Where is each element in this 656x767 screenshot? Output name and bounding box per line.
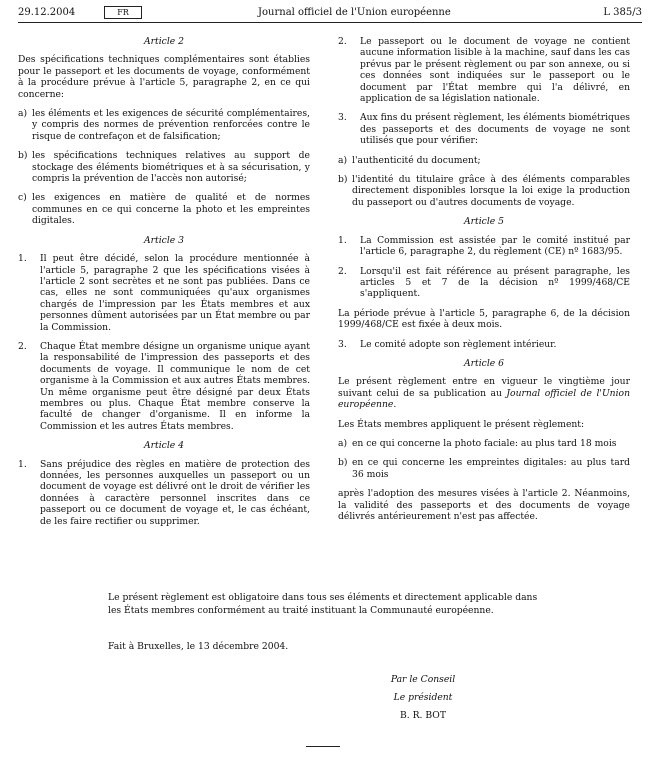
list-item bbox=[338, 174, 630, 208]
entry-period: . bbox=[393, 399, 397, 411]
article-6-title: Article 6 bbox=[464, 357, 504, 369]
article-6-application: Les États membres appliquent le présent règlement: bbox=[338, 418, 585, 430]
paragraph-text: Chaque État membre désigne un organisme unique ayant la responsabilité de l'impression des passeports et des documents de voyage. Il communique le nom de cet organisme à la Commission et aux autres États membres. Un même organisme peut être désigné par deux États membres ou plus. Chaque État membre conserve la faculté de changer d'organisme. Il en informe la Commission et les autres États membres. bbox=[40, 340, 310, 432]
header-rule bbox=[18, 22, 642, 23]
article-2-intro: Des spécifications techniques complémentaires sont établies pour le passeport et les documents de voyage, conformément à la procédure prévue à l'article 5, paragraphe 2, en ce qui concerne: bbox=[18, 54, 310, 100]
article-6-adoption: après l'adoption des mesures visées à l'article 2. Néanmoins, la validité des passeports et des documents de voyage délivrés antérieurement n'est pas affectée. bbox=[338, 488, 630, 522]
paragraph bbox=[338, 36, 630, 104]
paragraph bbox=[338, 339, 630, 350]
item-text: les exigences en matière de qualité et de normes communes en ce qui concerne la photo et les empreintes digitales. bbox=[32, 192, 310, 227]
list-item bbox=[18, 150, 310, 184]
article-3-title: Article 3 bbox=[144, 234, 184, 246]
signature-block bbox=[368, 671, 478, 725]
article-2-title: Article 2 bbox=[144, 36, 184, 47]
paragraph-text: Le comité adopte son règlement intérieur. bbox=[360, 338, 557, 350]
paragraph-number: 1. bbox=[18, 458, 27, 470]
paragraph-number: 3. bbox=[338, 112, 347, 124]
paragraph-number: 2. bbox=[338, 36, 347, 47]
language-badge: FR bbox=[104, 6, 142, 19]
paragraph-text: La Commission est assistée par le comité institué par l'article 6, paragraphe 2, du règlement (CE) nº 1683/95. bbox=[360, 234, 630, 258]
item-label: b) bbox=[18, 150, 28, 162]
article-4-title: Article 4 bbox=[144, 440, 184, 452]
paragraph-number: 2. bbox=[338, 265, 347, 277]
paragraph-text: Le passeport ou le document de voyage ne contient aucune information lisible à la machine, sauf dans les cas prévus par le présent règlement ou par son annexe, ou si ces données sont indiquées sur le passeport ou le document par l'État membre qui l'a délivré, en application de sa législation nationale. bbox=[360, 36, 630, 105]
journal-reference: Journal officiel de l'Union européenne bbox=[338, 387, 630, 411]
signature-council: Par le Conseil bbox=[390, 674, 456, 685]
signatory-name: B. R. BOT bbox=[400, 710, 446, 721]
list-item bbox=[18, 108, 310, 142]
paragraph-number: 2. bbox=[18, 340, 27, 352]
paragraph bbox=[18, 341, 310, 432]
paragraph bbox=[18, 253, 310, 333]
item-label: c) bbox=[18, 192, 27, 204]
paragraph-number: 3. bbox=[338, 338, 347, 350]
item-text: l'authenticité du document; bbox=[352, 154, 481, 166]
signature-role: Le président bbox=[393, 692, 453, 703]
list-item bbox=[338, 438, 630, 449]
paragraph bbox=[338, 112, 630, 146]
item-text: en ce qui concerne les empreintes digitales: au plus tard 36 mois bbox=[352, 457, 630, 480]
item-text: les spécifications techniques relatives au support de stockage des éléments biométriques et à sa sécurisation, y compris la prévention de l'accès non autorisé; bbox=[32, 150, 310, 185]
list-item bbox=[338, 457, 630, 480]
page-reference: L 385/3 bbox=[603, 7, 642, 18]
entry-text: Le présent règlement entre en vigueur le vingtième jour suivant celui de sa publication au bbox=[338, 376, 630, 399]
item-text: les éléments et les exigences de sécurité complémentaires, y compris des normes de prévention renforcées contre le risque de contrefaçon et de falsification; bbox=[32, 108, 310, 142]
signing-place-date: Fait à Bruxelles, le 13 décembre 2004. bbox=[108, 641, 289, 652]
list-item bbox=[18, 192, 310, 226]
right-column bbox=[338, 36, 630, 530]
paragraph-text: Sans préjudice des règles en matière de protection des données, les personnes auxquelles un passeport ou un document de voyage est délivré ont le droit de vérifier les données à caractère personnel inscrites dans ce passeport ou ce document de voyage et, le cas échéant, de les faire rectifier ou supprimer. bbox=[40, 458, 310, 527]
article-5-title: Article 5 bbox=[464, 216, 504, 228]
publication-date: 29.12.2004 bbox=[18, 7, 76, 18]
page-header bbox=[18, 6, 642, 20]
paragraph bbox=[338, 235, 630, 258]
paragraph-text: Aux fins du présent règlement, les éléments biométriques des passeports et des documents de voyage ne sont utilisés que pour vérifier: bbox=[360, 112, 630, 147]
item-label: a) bbox=[338, 437, 348, 449]
item-text: en ce qui concerne la photo faciale: au plus tard 18 mois bbox=[352, 437, 617, 449]
article-5-period: La période prévue à l'article 5, paragraphe 6, de la décision 1999/468/CE est fixée à deux mois. bbox=[338, 307, 630, 331]
item-label: b) bbox=[338, 174, 348, 186]
paragraph-text: Il peut être décidé, selon la procédure mentionnée à l'article 5, paragraphe 2 que les spécifications visées à l'article 2 sont secrètes et ne sont pas publiées. Dans ce cas, elles ne sont communiquées qu'aux organismes chargés de l'impression par les États membres et aux personnes dûment autorisées par un État membre ou par la Commission. bbox=[40, 253, 310, 333]
list-item bbox=[338, 155, 630, 166]
item-label: a) bbox=[338, 154, 348, 166]
paragraph-number: 1. bbox=[18, 253, 27, 265]
left-column bbox=[18, 36, 310, 535]
item-label: b) bbox=[338, 457, 348, 469]
article-6-entry-into-force bbox=[338, 376, 630, 410]
footer-rule bbox=[306, 746, 340, 747]
paragraph bbox=[338, 266, 630, 300]
journal-title: Journal officiel de l'Union européenne bbox=[258, 7, 451, 18]
closing-statement: Le présent règlement est obligatoire dans tous ses éléments et directement applicable dans les États membres conformément au traité instituant la Communauté européenne. bbox=[108, 592, 538, 616]
paragraph-number: 1. bbox=[338, 234, 347, 246]
item-text: l'identité du titulaire grâce à des éléments comparables directement disponibles lorsque la loi exige la production du passeport ou d'autres documents de voyage. bbox=[352, 174, 630, 208]
paragraph-text: Lorsqu'il est fait référence au présent paragraphe, les articles 5 et 7 de la décision nº 1999/468/CE s'appliquent. bbox=[360, 265, 630, 300]
item-label: a) bbox=[18, 108, 28, 120]
paragraph bbox=[18, 459, 310, 527]
